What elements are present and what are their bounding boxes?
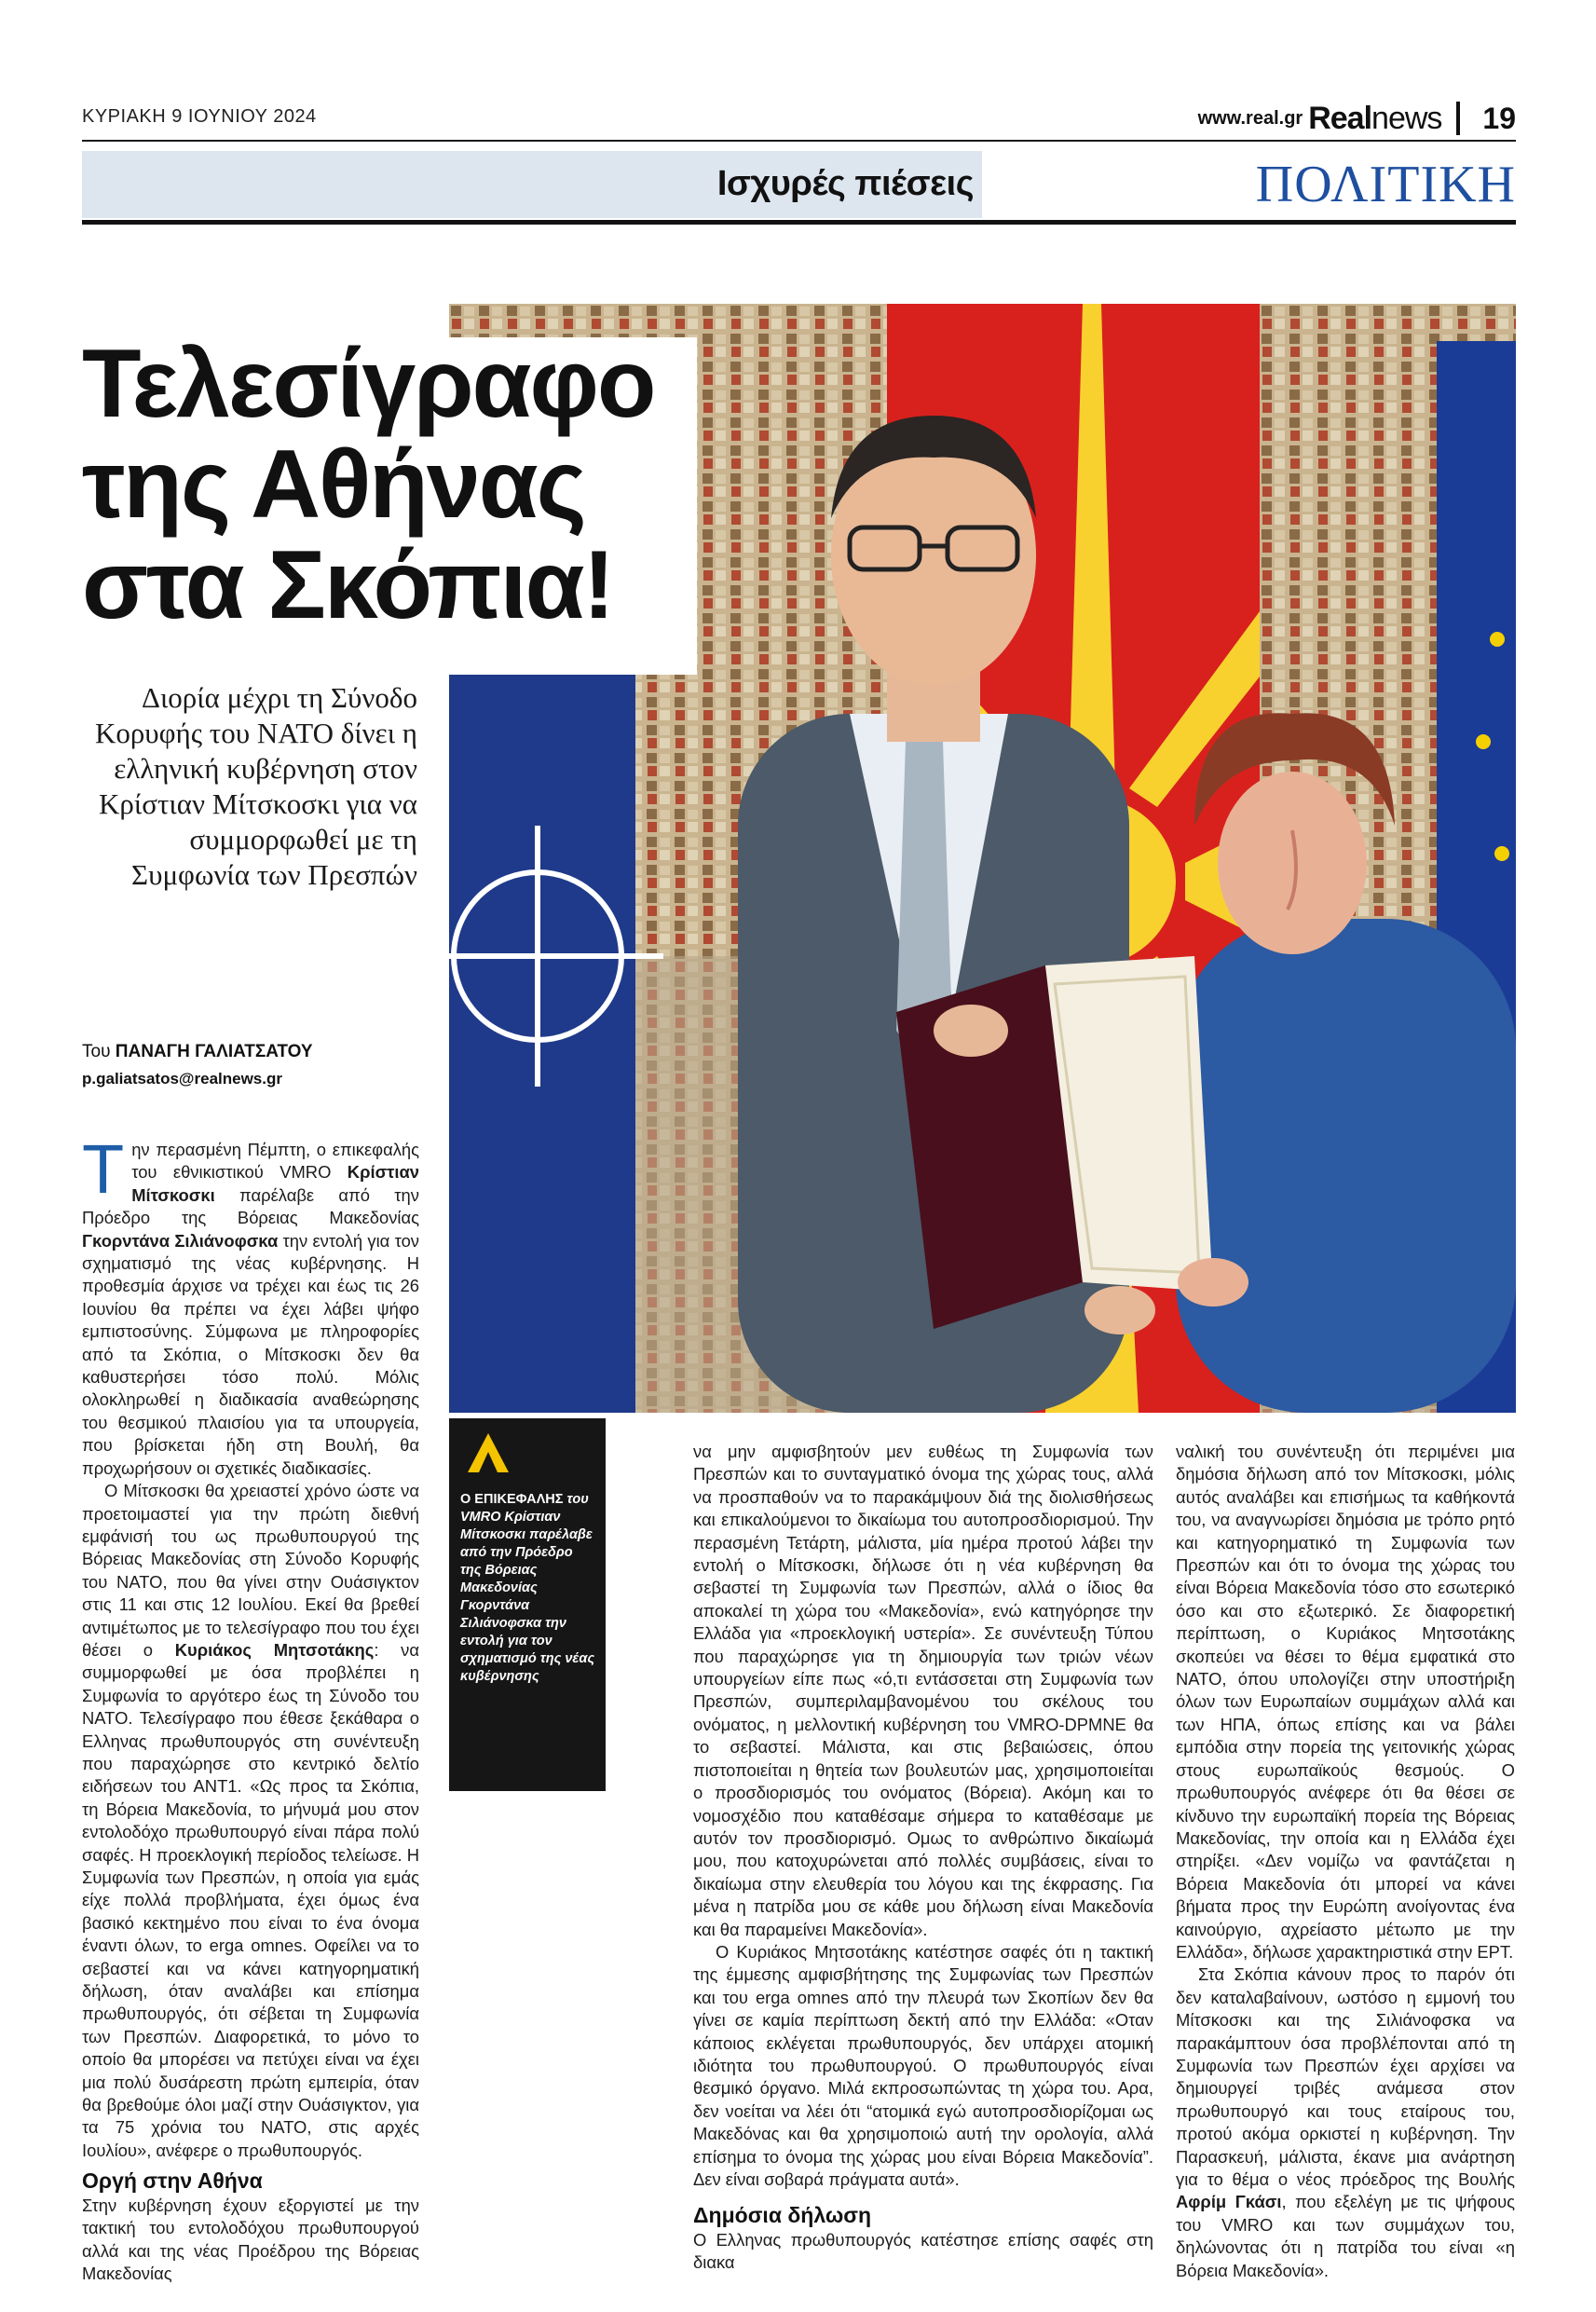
page-number: 19	[1482, 101, 1516, 135]
paragraph	[82, 1130, 419, 1480]
article-deck: Διορία μέχρι τη Σύνοδο Κορυφής του ΝΑΤΟ δίνει η ελληνική κυβέρνηση στον Κρίστιαν Μίτσκοσκι για να συμμορφωθεί με τη Συμφωνία των Πρεσπών	[94, 681, 417, 891]
headline-line-3: στα Σκόπια!	[82, 531, 614, 639]
subheading: Δημόσια δήλωση	[693, 2203, 872, 2228]
paragraph: Στην κυβέρνηση έχουν εξοργιστεί με την τακτική του εντολοδόχου πρωθυπουργού αλλά και της νέας Προέδρου της Βόρειας Μακεδονίας	[82, 2195, 419, 2283]
text-run: : να συμμορφωθεί με όσα προβλέπει η Συμφωνία το αργότερο έως τη Σύνοδο του ΝΑΤΟ. Τελεσίγραφο που έθεσε ξεκάθαρα ο Ελληνας πρωθυπουργός στη συνέντευξη που παραχώρησε στο κεντρικό δελτίο ειδήσεων του ΑΝΤ1. «Ως προς τα Σκόπια, τη Βόρεια Μακεδονία, το μήνυμά μου στον εντολοδόχο πρωθυπουργό είναι πάρα πολύ σαφές. Η προεκλογική περίοδος τελείωσε. Η Συμφωνία των Πρεσπών, η οποία για εμάς είχε πολλά προβλήματα, έχει όμως ένα βασικό κεκτημένο που είναι το ένα όνομα έναντι όλων, το erga omnes. Οφείλει να το σεβαστεί και να κάνει κατηγορηματική δήλωση, όταν αναλάβει και επίσημα πρωθυπουργός, ότι σέβεται τη Συμφωνία των Πρεσπών. Διαφορετικά, το μόνο το οποίο θα μπορέσει να πετύχει είναι να έχει μια πολύ δυσάρεστη πρώτη εμπειρία, όταν θα βρεθούμε όλοι μαζί στην Ουάσιγκτον, για τα 75 χρόνια του ΝΑΤΟ, στις αρχές Ιουλίου», ανέφερε ο πρωθυπουργός.	[82, 1639, 419, 2160]
headline-line-2: της Αθήνας	[82, 431, 585, 539]
paragraph	[1176, 1963, 1515, 2282]
issue-date: ΚΥΡΙΑΚΗ 9 ΙΟΥΝΙΟΥ 2024	[82, 106, 317, 127]
logo-real: Real	[1308, 100, 1372, 136]
caption-lead: Ο ΕΠΙΚΕΦΑΛΗΣ	[460, 1492, 564, 1507]
author-email[interactable]: p.galiatsatos@realnews.gr	[82, 1070, 282, 1088]
byline	[82, 1042, 313, 1062]
paragraph-continued: ναλική του συνέντευξη ότι περιμένει μια δημόσια δήλωση από τον Μίτσκοσκι, μόλις αυτός αναλάβει και επισήμως τα καθήκοντά του, να αναγνωρίσει δημόσια με τρόπο ρητό και κατηγορηματικό τη Συμφωνία των Πρεσπών και ότι το όνομα της χώρας του είναι Βόρεια Μακεδονία τόσο στο εσωτερικό όσο και στο εξωτερικό. Σε διαφορετική περίπτωση, ο Κυριάκος Μητσοτάκης σκοπεύει να θέσει το θέμα εμφατικά στο ΝΑΤΟ, όπου υπολογίζει στην υποστήριξη όλων των Ευρωπαίων συμμάχων αλλά και των ΗΠΑ, όπως επίσης και να βάλει εμπόδια στην πορεία της γειτονικής χώρας στους ευρωπαϊκούς θεσμούς. Ο πρωθυπουργός ανέφερε ότι θα θέσει σε κίνδυνο την ευρωπαϊκή πορεία της Βόρειας Μακεδονίας, την οποία και η Ελλάδα έχει στηρίξει. «Δεν νομίζω να φαντάζεται η Βόρεια Μακεδονία ότι μπορεί να κάνει βήματα προς την Ευρώπη ανοίγοντας ένα καινούργιο, αχρείαστο μέτωπο με την Ελλάδα», δήλωσε χαρακτηριστικά στην ΕΡΤ.	[1176, 1442, 1515, 1962]
paragraph: Ο Ελληνας πρωθυπουργός κατέστησε επίσης σαφές στη διακα	[693, 2229, 1153, 2273]
byline-author: ΠΑΝΑΓΗ ΓΑΛΙΑΤΣΑΤΟΥ	[115, 1042, 313, 1061]
headline-line-1: Τελεσίγραφο	[82, 330, 655, 438]
article-column-1	[82, 1130, 419, 2285]
site-url[interactable]: www.real.gr	[1197, 107, 1303, 129]
text-run: , που εξελέγη με τις ψήφους του VMRO και των συμμάχων του, δηλώνοντας ότι η πατρίδα του είναι «η Βόρεια Μακεδονία».	[1176, 2192, 1515, 2280]
dropcap: Τ	[82, 1130, 125, 1208]
masthead-brand	[1198, 99, 1516, 138]
name-mitsotakis: Κυριάκος Μητσοτάκης	[174, 1639, 375, 1660]
photo-caption	[460, 1491, 596, 1686]
text-run: Ο Μίτσκοσκι θα χρειαστεί χρόνο ώστε να προετοιμαστεί για την πρώτη διεθνή εμφάνισή του ως πρωθυπουργού της Βόρειας Μακεδονίας στη Σύνοδο Κορυφής του ΝΑΤΟ, που θα γίνει στην Ουάσιγκτον στις 11 και στις 12 Ιουλίου. Εκεί θα βρεθεί αντιμέτωπος με το τελεσίγραφο που του έχει θέσει ο	[82, 1481, 419, 1660]
paragraph: Ο Κυριάκος Μητσοτάκης κατέστησε σαφές ότι η τακτική της έμμεσης αμφισβήτησης της Συμφωνίας των Πρεσπών και του erga omnes από την πλευρά των Σκοπίων δεν θα γίνει σε καμία περίπτωση δεκτή από την Ελλάδα: «Οταν κάποιος εκλέγεται πρωθυπουργός, δεν υπάρχει ατομική ιδιότητα του πρωθυπουργού. Ο πρωθυπουργός είναι θεσμικό όργανο. Μιλά εκπροσωπώντας τη χώρα του. Αρα, δεν νοείται να λέει ότι “ατομικά εγώ αυτοπροσδιορίζομαι ως Μακεδόνας και θα χρησιμοποιώ αυτή την ορολογία, αλλά επίσημα το όνομα της χώρας μου είναι Βόρεια Μακεδονία”. Δεν είναι σοβαρά πράγματα αυτά».	[693, 1941, 1153, 2189]
article-column-3	[1176, 1441, 1515, 2282]
logo-news: news	[1371, 100, 1442, 136]
article-column-2	[693, 1441, 1153, 2273]
section-rule	[82, 220, 1516, 225]
brand-divider	[1456, 102, 1460, 135]
paragraph: να μην αμφισβητούν μεν ευθέως τη Συμφωνία των Πρεσπών και το συνταγματικό όνομα της χώρας τους, αλλά να προσπαθούν να το παρακάμψουν διά της διολισθήσεως και επικαλούμενοι το δικαίωμα του αυτοπροσδιορισμού. Την περασμένη Τετάρτη, μάλιστα, μία ημέρα προτού λάβει την εντολή ο Μίτσκοσκι, δήλωσε ότι η νέα κυβέρνηση θα σεβαστεί τη Συμφωνία των Πρεσπών, αλλά ο ίδιος θα αποκαλεί τη χώρα του «Μακεδονία», ενώ κατηγόρησε την Ελλάδα για «προεκλογική υστερία». Σε συνέντευξη Τύπου που παραχώρησε για τη δημιουργία των τριών νέων υπουργείων είπε πως «ό,τι εντάσσεται στη Συμφωνία των Πρεσπών, συμπεριλαμβανομένου του σκέλους του ονόματος, η μελλοντική κυβέρνηση του VMRO-DPMNE θα το σεβαστεί. Μάλιστα, και στις βεβαιώσεις, όπου πιστοποιείται η θητεία των βουλευτών μας, χρησιμοποιείται ο προσδιορισμός του ονόματος (Βόρεια). Ακόμη και το νομοσχέδιο που καταθέσαμε σήμερα το καταθέσαμε με αυτόν τον προσδιορισμό. Ομως το ανθρώπινο δικαίωμά μου, που κατοχυρώνεται από πολλές συμβάσεις, είναι το δικαίωμα στην ελευθερία του λόγου και της έκφρασης. Για μένα η πατρίδα μου σε κάθε μου δήλωση είναι Μακεδονία και θα παραμείνει Μακεδονία».	[693, 1442, 1153, 1939]
kicker: Ισχυρές πιέσεις	[716, 164, 974, 203]
header-rule	[82, 140, 1516, 142]
name-siljanovska: Γκορντάνα Σιλιάνοφσκα	[82, 1230, 279, 1251]
text-run: παρέλαβε από την Πρόεδρο της Βόρειας Μακεδονίας	[82, 1184, 419, 1228]
caption-chevron-icon	[466, 1431, 511, 1479]
caption-text: του VMRO Κρίστιαν Μίτσκοσκι παρέλαβε από την Πρόεδρο της Βόρειας Μακεδονίας Γκορντάνα Σιλιάνοφσκα την εντολή για τον σχηματισμό της νέας κυβέρνησης	[460, 1492, 595, 1684]
paragraph	[82, 1480, 419, 2162]
subheading: Οργή στην Αθήνα	[82, 2168, 263, 2194]
text-run: Στα Σκόπια κάνουν προς το παρόν ότι δεν καταλαβαίνουν, ωστόσο η εμμονή του Μίτσκοσκι και της Σιλιάνοφσκα να παρακάμπτουν όσα προβλέπονται από τη Συμφωνία των Πρεσπών έχει αρχίσει να δημιουργεί τριβές ανάμεσα στον πρωθυπουργό και τους εταίρους του, προτού ακόμα ορκιστεί η κυβέρνηση. Την Παρασκευή, μάλιστα, έκανε μια ανάρτηση για το θέμα ο νέος πρόεδρος της Βουλής	[1176, 1964, 1515, 2189]
text-run: ην περασμένη Πέμπτη, ο επικεφαλής του εθνικιστικού VMRO	[131, 1140, 419, 1183]
headline	[82, 330, 716, 639]
name-gashi: Αφρίμ Γκάσι	[1176, 2192, 1282, 2212]
byline-prefix: Του	[82, 1042, 111, 1061]
name-mitskoski: Κρίστιαν Μίτσκοσκι	[131, 1162, 419, 1205]
text-run: την εντολή για τον σχηματισμό της νέας κυβέρνησης. Η προθεσμία άρχισε να τρέχει και έως τις 26 Ιουνίου θα πρέπει να έχει λάβει ψήφο εμπιστοσύνης. Σύμφωνα με πληροφορίες από τα Σκόπια, ο Μίτσκοσκι δεν θα καθυστερήσει τόσο πολύ. Μόλις ολοκληρωθεί η διαδικασία αναθεώρησης του θεσμικού πλαισίου για τα υπουργεία, που βρίσκεται ήδη στη Βουλή, θα προχωρήσουν οι σχετικές διαδικασίες.	[82, 1230, 419, 1478]
section-title: ΠΟΛΙΤΙΚΗ	[1255, 156, 1516, 213]
brand-logo	[1308, 101, 1441, 137]
